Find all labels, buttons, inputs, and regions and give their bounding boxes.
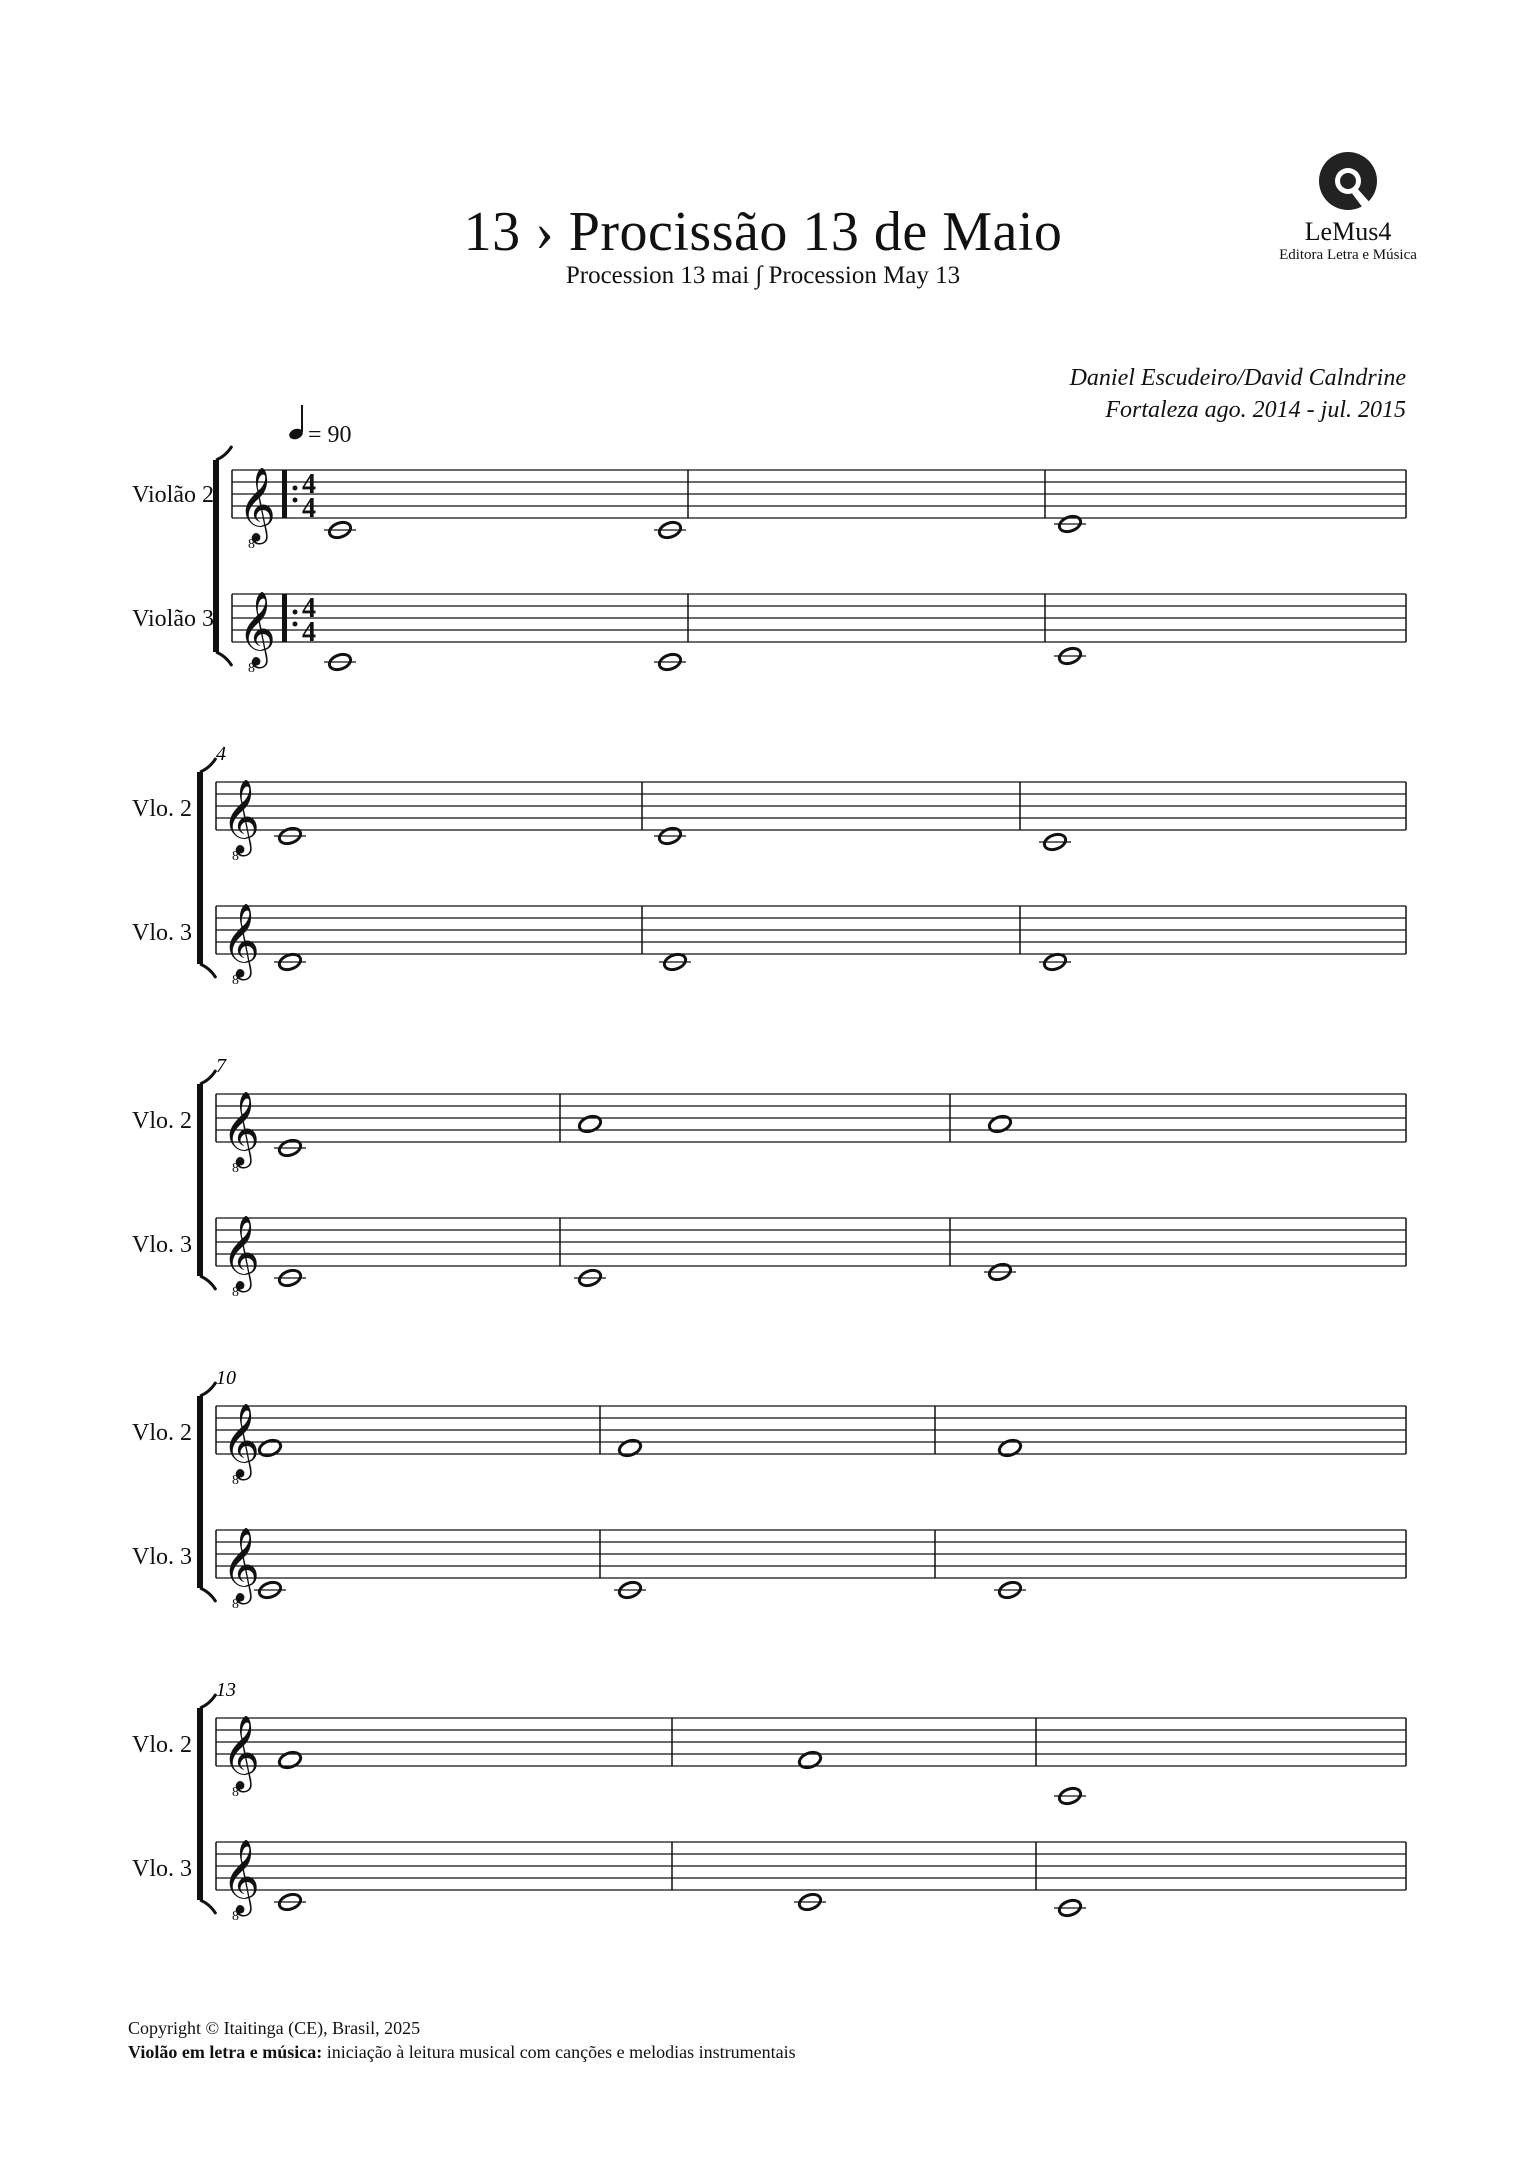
book-info bbox=[128, 2040, 796, 2064]
whole-note bbox=[277, 1750, 302, 1771]
treble-clef-icon: 𝄞 bbox=[238, 469, 276, 540]
whole-note bbox=[797, 1750, 822, 1771]
treble-clef-icon: 𝄞 bbox=[222, 1093, 260, 1164]
treble-clef-icon: 𝄞 bbox=[222, 1841, 260, 1912]
bracket-hook bbox=[200, 758, 216, 772]
treble-clef-icon: 𝄞 bbox=[238, 593, 276, 664]
repeat-dot bbox=[293, 486, 298, 491]
time-signature-top: 4 bbox=[302, 593, 316, 624]
bracket-hook bbox=[200, 964, 216, 978]
clef-octave-8: 8 bbox=[232, 849, 239, 864]
time-signature-bottom: 4 bbox=[302, 617, 316, 648]
measure-number: 7 bbox=[216, 1055, 226, 1077]
clef-octave-8: 8 bbox=[232, 973, 239, 988]
bracket-hook bbox=[200, 1900, 216, 1914]
instrument-label-vlo2: Vlo. 2 bbox=[132, 1420, 192, 1446]
repeat-bar bbox=[282, 470, 287, 518]
measure-number: 4 bbox=[216, 743, 226, 765]
repeat-dot bbox=[293, 610, 298, 615]
time-signature-bottom: 4 bbox=[302, 493, 316, 524]
clef-octave-8: 8 bbox=[232, 1161, 239, 1176]
bracket-hook bbox=[200, 1694, 216, 1708]
place-date: Fortaleza ago. 2014 - jul. 2015 bbox=[1105, 397, 1406, 423]
clef-octave-8: 8 bbox=[248, 537, 255, 552]
treble-clef-icon: 𝄞 bbox=[222, 1217, 260, 1288]
treble-clef-icon: 𝄞 bbox=[222, 905, 260, 976]
tempo-marking bbox=[288, 405, 352, 448]
page-title: 13 › Procissão 13 de Maio bbox=[463, 201, 1063, 263]
whole-note bbox=[577, 1114, 602, 1135]
clef-octave-8: 8 bbox=[232, 1909, 239, 1924]
clef-octave-8: 8 bbox=[232, 1473, 239, 1488]
treble-clef-icon: 𝄞 bbox=[222, 1405, 260, 1476]
bracket-hook bbox=[200, 1588, 216, 1602]
time-signature-top: 4 bbox=[302, 469, 316, 500]
instrument-label-vlo2: Vlo. 2 bbox=[132, 1732, 192, 1758]
repeat-dot bbox=[293, 498, 298, 503]
instrument-label-vlo3: Vlo. 3 bbox=[132, 1856, 192, 1882]
clef-octave-8: 8 bbox=[232, 1285, 239, 1300]
footer bbox=[128, 2016, 796, 2064]
logo-subtitle: Editora Letra e Música bbox=[1279, 247, 1417, 263]
instrument-label-violao3: Violão 3 bbox=[132, 606, 214, 632]
whole-note bbox=[617, 1438, 642, 1459]
bracket-hook bbox=[200, 1070, 216, 1084]
bracket-hook bbox=[200, 1276, 216, 1290]
whole-note bbox=[257, 1438, 282, 1459]
whole-note bbox=[987, 1114, 1012, 1135]
instrument-label-vlo2: Vlo. 2 bbox=[132, 796, 192, 822]
bracket-hook bbox=[216, 446, 232, 460]
book-subtitle: iniciação à leitura musical com canções e melodias instrumentais bbox=[322, 2042, 796, 2062]
instrument-label-violao2: Violão 2 bbox=[132, 482, 214, 508]
measure-number: 10 bbox=[216, 1367, 236, 1389]
bracket-hook bbox=[216, 652, 232, 666]
instrument-label-vlo2: Vlo. 2 bbox=[132, 1108, 192, 1134]
composer-name: Daniel Escudeiro/David Calndrine bbox=[1069, 365, 1406, 391]
book-title: Violão em letra e música: bbox=[128, 2042, 323, 2062]
treble-clef-icon: 𝄞 bbox=[222, 781, 260, 852]
instrument-label-vlo3: Vlo. 3 bbox=[132, 920, 192, 946]
repeat-bar bbox=[282, 594, 287, 642]
bracket-hook bbox=[200, 1382, 216, 1396]
copyright-text: Copyright © Itaitinga (CE), Brasil, 2025 bbox=[128, 2018, 421, 2038]
page-subtitle: Procession 13 mai ∫ Procession May 13 bbox=[565, 262, 961, 289]
whole-note bbox=[997, 1438, 1022, 1459]
instrument-label-vlo3: Vlo. 3 bbox=[132, 1544, 192, 1570]
tempo-text: = 90 bbox=[308, 422, 352, 448]
treble-clef-icon: 𝄞 bbox=[222, 1717, 260, 1788]
clef-octave-8: 8 bbox=[248, 661, 255, 676]
instrument-label-vlo3: Vlo. 3 bbox=[132, 1232, 192, 1258]
logo-brand: LeMus4 bbox=[1304, 217, 1392, 246]
clef-octave-8: 8 bbox=[232, 1597, 239, 1612]
clef-octave-8: 8 bbox=[232, 1785, 239, 1800]
repeat-dot bbox=[293, 622, 298, 627]
measure-number: 13 bbox=[216, 1679, 236, 1701]
treble-clef-icon: 𝄞 bbox=[222, 1529, 260, 1600]
